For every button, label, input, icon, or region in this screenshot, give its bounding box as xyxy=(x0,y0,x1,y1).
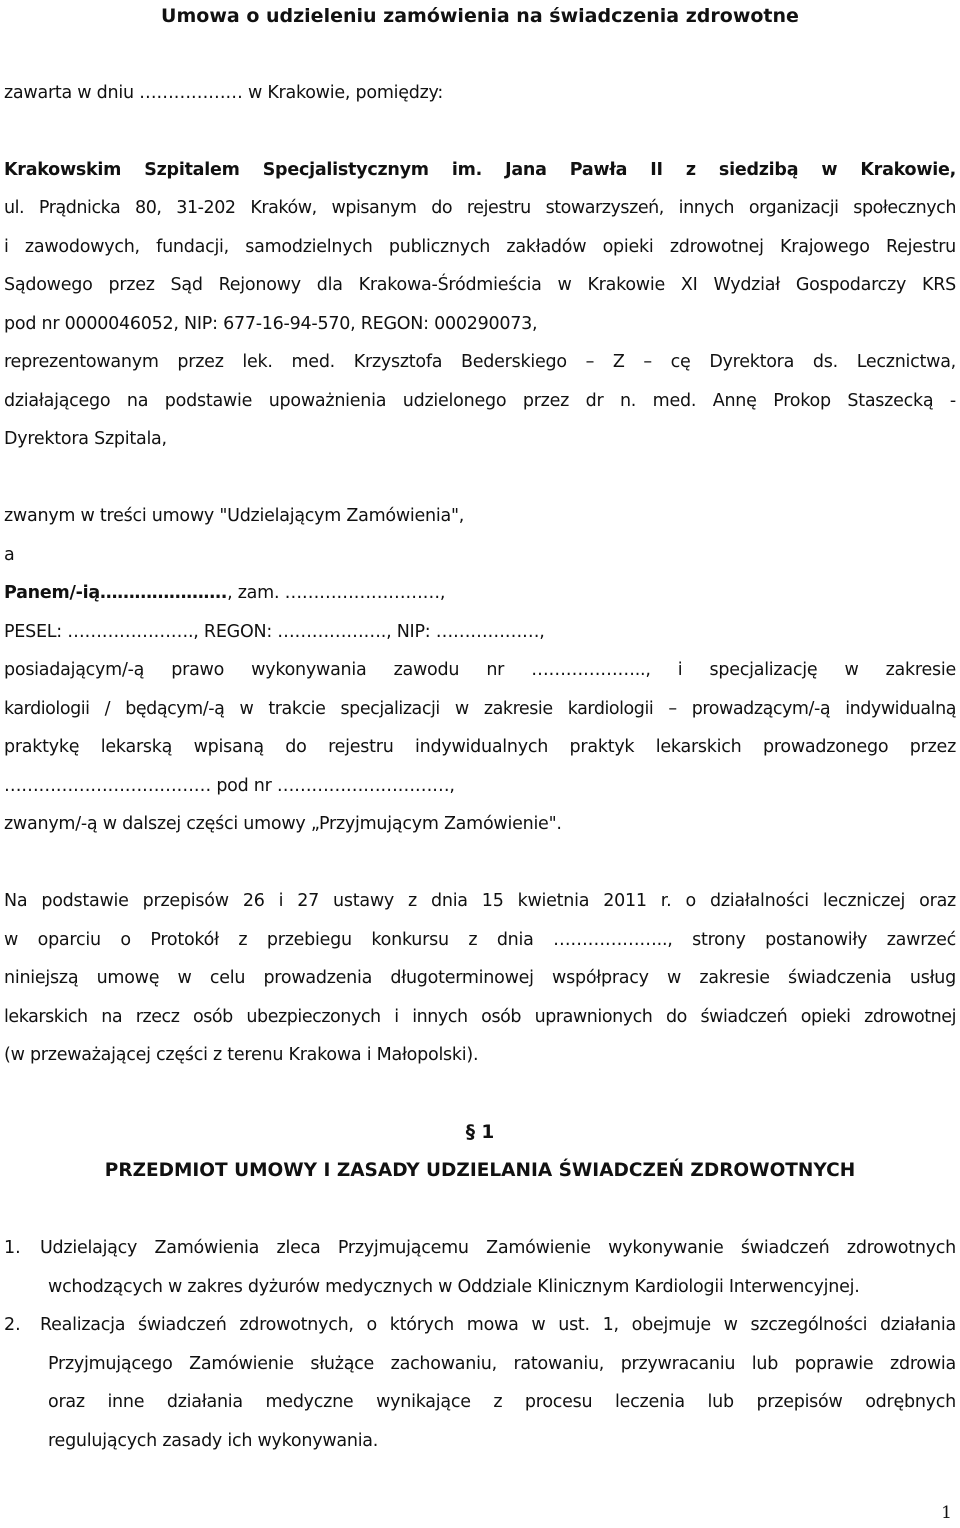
document-title: Umowa o udzieleniu zamówienia na świadczenia zdrowotne xyxy=(161,5,799,27)
list-item-line: wchodzących w zakres dyżurów medycznych w Oddziale Klinicznym Kardiologii Interwencyjnej. xyxy=(48,1277,860,1297)
party2-specialization-line: kardiologii / będącym/-ą w trakcie specjalizacji w zakresie kardiologii – prowadzącym/-ą indywidualną xyxy=(4,699,956,719)
party1-name-line: Krakowskim Szpitalem Specjalistycznym im. Jana Pawła II z siedzibą w Krakowie, xyxy=(4,160,956,180)
list-item-line: Udzielający Zamówienia zleca Przyjmującemu Zamówienie wykonywanie świadczeń zdrowotnych xyxy=(40,1238,956,1258)
party2-practice-line: praktykę lekarską wpisaną do rejestru indywidualnych praktyk lekarskich prowadzonego przez xyxy=(4,737,956,757)
list-item-line: regulujących zasady ich wykonywania. xyxy=(48,1431,379,1451)
contract-date-line: zawarta w dniu ……………… w Krakowie, pomiędzy: xyxy=(4,83,444,103)
list-item-line: Przyjmującego Zamówienie służące zachowaniu, ratowaniu, przywracaniu lub poprawie zdrowia xyxy=(48,1354,956,1374)
page-number: 1 xyxy=(941,1503,952,1523)
preamble-line-1: Na podstawie przepisów 26 i 27 ustawy z dnia 15 kwietnia 2011 r. o działalności leczniczej oraz xyxy=(4,891,956,911)
conjunction: a xyxy=(4,545,15,565)
preamble-line-3: niniejszą umowę w celu prowadzenia długoterminowej współpracy w zakresie świadczenia usług xyxy=(4,968,956,988)
party1-ids-line: pod nr 0000046052, NIP: 677-16-94-570, REGON: 000290073, xyxy=(4,314,538,334)
list-item-number: 1. xyxy=(4,1238,21,1258)
party2-license-line: posiadającym/-ą prawo wykonywania zawodu nr ……………….., i specjalizację w zakresie xyxy=(4,660,956,680)
party2-name-line xyxy=(4,581,445,605)
preamble-line-4: lekarskich na rzecz osób ubezpieczonych i innych osób uprawnionych do świadczeń opieki zdrowotnej xyxy=(4,1007,956,1027)
preamble-line-2: w oparciu o Protokół z przebiegu konkursu z dnia ……………….., strony postanowiły zawrzeć xyxy=(4,930,956,950)
list-item-number: 2. xyxy=(4,1315,21,1335)
party1-director-line: Dyrektora Szpitala, xyxy=(4,429,167,449)
list-item-line: Realizacja świadczeń zdrowotnych, o których mowa w ust. 1, obejmuje w szczególności działania xyxy=(40,1315,956,1335)
party2-name-blank: …………………. xyxy=(99,583,228,603)
party1-alias-line: zwanym w treści umowy "Udzielającym Zamówienia", xyxy=(4,506,465,526)
party2-name-label: Panem/-ią xyxy=(4,583,100,603)
section-heading: PRZEDMIOT UMOWY I ZASADY UDZIELANIA ŚWIADCZEŃ ZDROWOTNYCH xyxy=(104,1160,856,1181)
party2-alias-line: zwanym/-ą w dalszej części umowy „Przyjmującym Zamówienie". xyxy=(4,814,562,834)
party1-registry-line: i zawodowych, fundacji, samodzielnych publicznych zakładów opieki zdrowotnej Krajowego Rejestru xyxy=(4,237,956,257)
list-item-line: oraz inne działania medyczne wynikające z procesu leczenia lub przepisów odrębnych xyxy=(48,1392,956,1412)
party1-address-line: ul. Prądnicka 80, 31-202 Kraków, wpisanym do rejestru stowarzyszeń, innych organizacji społecznych xyxy=(4,198,956,218)
party1-representative-line: reprezentowanym przez lek. med. Krzysztofa Bederskiego – Z – cę Dyrektora ds. Lecznictwa, xyxy=(4,352,956,372)
party2-address: , zam. ………………………, xyxy=(227,583,446,603)
section-number: § 1 xyxy=(465,1122,495,1143)
party2-registry-line: ……………………………… pod nr …………………………, xyxy=(4,776,455,796)
party1-authorization-line: działającego na podstawie upoważnienia udzielonego przez dr n. med. Annę Prokop Staszecką - xyxy=(4,391,956,411)
preamble-line-5: (w przeważającej części z terenu Krakowa i Małopolski). xyxy=(4,1045,479,1065)
party1-court-line: Sądowego przez Sąd Rejonowy dla Krakowa-Śródmieścia w Krakowie XI Wydział Gospodarczy KRS xyxy=(4,275,956,295)
party2-ids-line: PESEL: …………………., REGON: ………………., NIP: ………………, xyxy=(4,622,545,642)
